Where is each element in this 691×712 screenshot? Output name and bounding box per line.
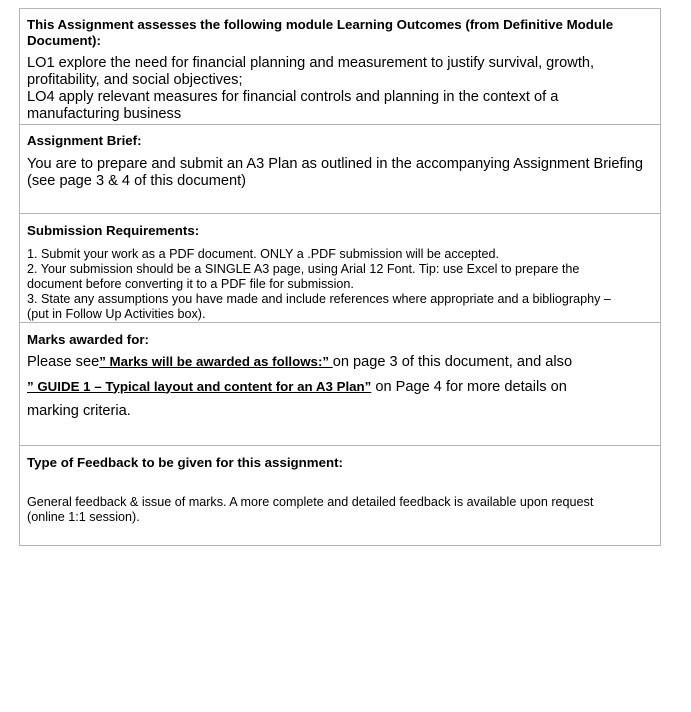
feedback-type-text [27, 495, 654, 525]
text-line: 1. Submit your work as a PDF document. ONLY a .PDF submission will be accepted. [27, 247, 499, 261]
text-line: General feedback & issue of marks. A more complete and detailed feedback is available upon request [27, 495, 594, 509]
text-line: (see page 3 & 4 of this document) [27, 173, 247, 189]
text-line: profitability, and social objectives; [27, 72, 243, 88]
submission-requirements-section [20, 213, 660, 322]
heading-line: Document): [27, 33, 101, 48]
text-line: You are to prepare and submit an A3 Plan as outlined in the accompanying Assignment Briefing [27, 156, 644, 172]
guide-reference: ” GUIDE 1 – Typical layout and content for an A3 Plan” [27, 378, 372, 394]
please-see-text: Please see [27, 354, 100, 370]
text-line: LO4 apply relevant measures for financial controls and planning in the context of a [27, 89, 559, 105]
text-line: 2. Your submission should be a SINGLE A3 page, using Arial 12 Font. Tip: use Excel to prepare the [27, 262, 580, 276]
feedback-type-heading: Type of Feedback to be given for this assignment: [27, 455, 343, 470]
learning-outcomes-heading [27, 17, 654, 49]
text-line [27, 375, 654, 400]
feedback-type-section [20, 445, 660, 545]
assignment-brief-text [27, 156, 654, 190]
marks-awarded-text [27, 350, 654, 424]
submission-requirements-heading: Submission Requirements: [27, 223, 200, 238]
text-line: (put in Follow Up Activities box). [27, 307, 206, 321]
text-line: manufacturing business [27, 106, 182, 122]
assignment-info-table [19, 8, 661, 546]
page4-text: on Page 4 for more details on [371, 378, 567, 395]
assignment-brief-heading: Assignment Brief: [27, 133, 142, 148]
page3-text: on page 3 of this document, and also [332, 354, 573, 370]
text-line [27, 350, 654, 375]
text-line: document before converting it to a PDF file for submission. [27, 277, 354, 291]
text-line: (online 1:1 session). [27, 510, 140, 524]
text-line: LO1 explore the need for financial planning and measurement to justify survival, growth, [27, 55, 595, 71]
heading-line: This Assignment assesses the following module Learning Outcomes (from Definitive Module [27, 17, 614, 32]
assignment-brief-section [20, 124, 660, 213]
text-line: marking criteria. [27, 403, 131, 419]
marks-awarded-section [20, 322, 660, 445]
marks-reference: ” Marks will be awarded as follows:” [99, 354, 333, 369]
submission-requirements-text [27, 247, 654, 322]
learning-outcomes-text [27, 55, 654, 123]
text-line: 3. State any assumptions you have made and include references where appropriate and a bibliography – [27, 292, 611, 306]
learning-outcomes-section [20, 9, 660, 124]
marks-awarded-heading: Marks awarded for: [27, 332, 149, 347]
